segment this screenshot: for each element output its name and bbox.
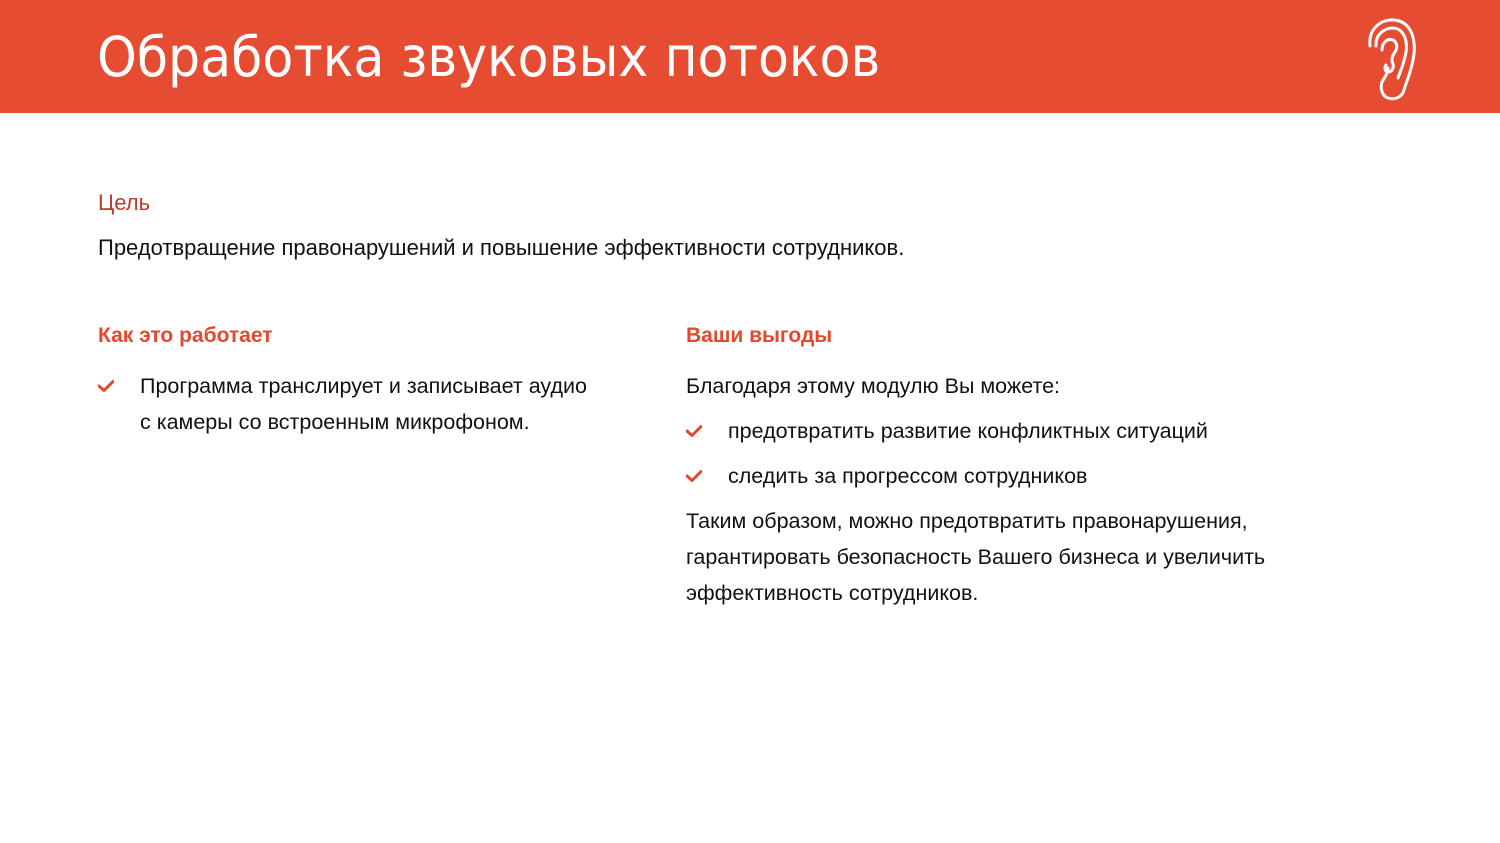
goal-label: Цель	[98, 190, 151, 215]
slide-header	[0, 0, 1500, 113]
check-icon	[686, 425, 702, 437]
list-item	[98, 368, 598, 440]
list-item-text: следить за прогрессом сотрудников	[728, 464, 1088, 488]
list-item-text: Программа транслирует и записывает аудио с камеры со встроенным микрофоном.	[140, 374, 587, 434]
goal-text: Предотвращение правонарушений и повышение эффективности сотрудников.	[98, 235, 905, 260]
benefits-section	[686, 322, 1346, 620]
how-it-works-heading: Как это работает	[98, 324, 273, 347]
benefits-intro: Благодаря этому модулю Вы можете:	[686, 374, 1061, 398]
slide-title: Обработка звуковых потоков	[97, 25, 881, 89]
how-it-works-section	[98, 322, 598, 449]
list-item	[686, 413, 1346, 449]
list-item-text: предотвратить развитие конфликтных ситуаций	[728, 419, 1208, 443]
benefits-conclusion: Таким образом, можно предотвратить правонарушения, гарантировать безопасность Вашего бизнеса и увеличить эффективность сотрудников.	[686, 509, 1266, 605]
check-icon	[686, 470, 702, 482]
check-icon	[98, 380, 114, 392]
ear-icon	[1362, 16, 1420, 102]
list-item	[686, 458, 1346, 494]
benefits-heading: Ваши выгоды	[686, 324, 833, 347]
